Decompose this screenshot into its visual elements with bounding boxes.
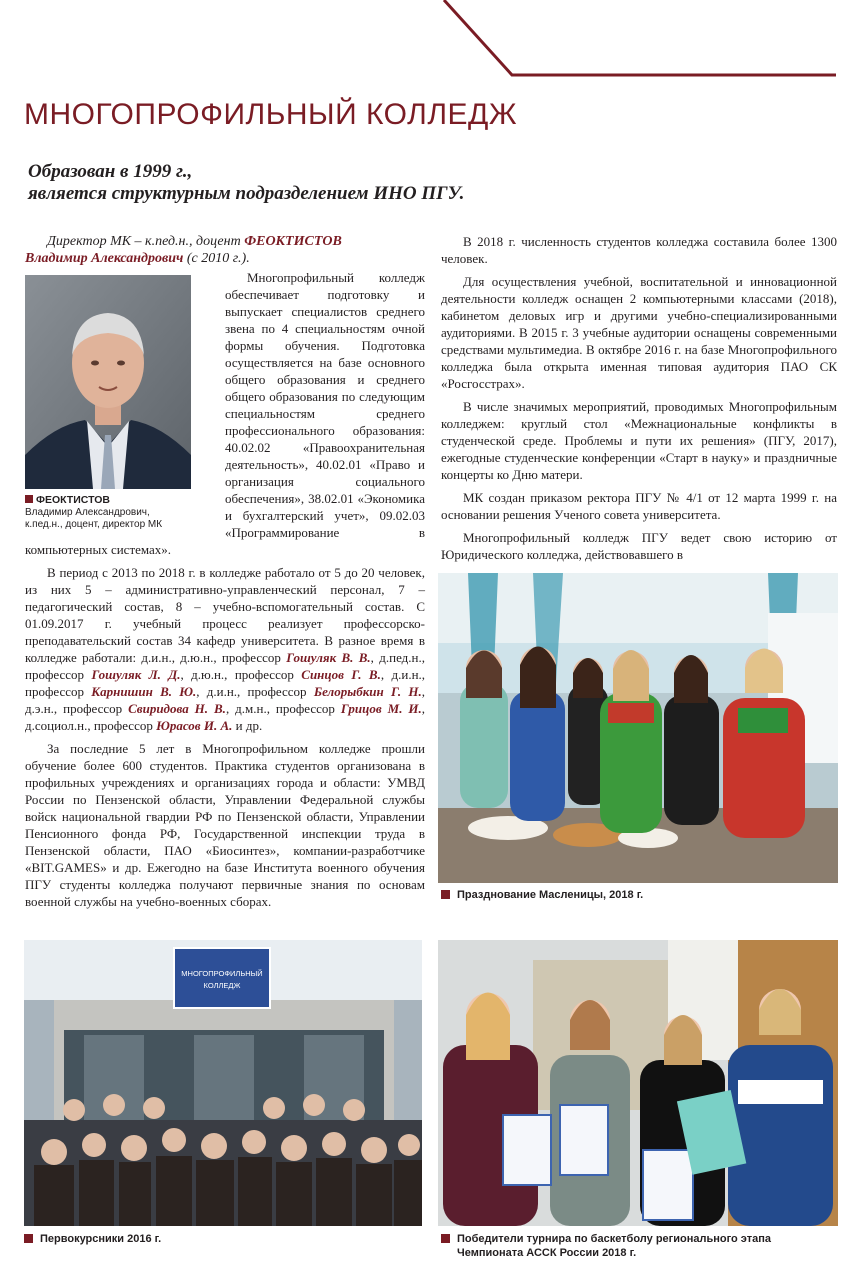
text-run: , д.пед.н., профессор — [25, 650, 425, 682]
caption-marker — [441, 890, 450, 899]
portrait-caption-title: к.пед.н., доцент, директор МК — [25, 519, 163, 530]
left-paragraph-2 — [25, 564, 425, 734]
freshmen-photo — [24, 940, 422, 1226]
right-paragraph-1: В 2018 г. численность студентов колледжа составила более 1300 человек. — [441, 234, 837, 266]
caption-text: Победители турнира по баскетболу регионального этапа — [457, 1233, 771, 1245]
staff-name: Свиридова Н. В. — [128, 701, 226, 716]
text-run: и др. — [232, 718, 263, 733]
portrait-block — [25, 275, 215, 531]
text-run: , д.м.н., профессор — [225, 701, 341, 716]
staff-name: Юрасов И. А. — [156, 718, 233, 733]
left-paragraph-3: За последние 5 лет в Многопрофильном колледже прошли обучение более 600 студентов. Практика студентов организована в профильных учреждениях и организациях города и области: УМВД России по Пензенской области, Управлении Федеральной службы войск национальной гвардии РФ по Пензенской области, Управлении Пенсионного фонда РФ, Государственной инспекции труда в Пензенской области, ПАО «Биосинтез», компании-разработчике «BIT.GAMES» и др. Ежегодно на базе Института военного обучения ПГУ студенты колледжа получают первичные знания по основам военной службы на учебно-военных сборах. — [25, 741, 425, 909]
caption-marker — [25, 495, 33, 503]
right-paragraph-5: Многопрофильный колледж ПГУ ведет свою историю от Юридического колледжа, действовавшего в — [441, 530, 837, 562]
right-paragraph-2: Для осуществления учебной, воспитательной и инновационной деятельности колледж оснащен 2 компьютерными классами (2018), кабинетом деловых игр и другими учебно-специализированными аудиториями. В 2015 г. 3 учебные аудитории оснащены современными средствами мультимедиа. В октябре 2016 г. на базе Многопрофильного колледжа была открыта именная типовая аудитория ПАО СК «Росгосстрах». — [441, 274, 837, 391]
basketball-caption — [441, 1232, 771, 1260]
maslenitsa-caption — [441, 888, 643, 902]
caption-marker — [24, 1234, 33, 1243]
page-title: МНОГОПРОФИЛЬНЫЙ КОЛЛЕДЖ — [24, 98, 518, 131]
portrait-caption-name: Владимир Александрович, — [25, 507, 150, 518]
text-run: , д.и.н., профессор — [25, 667, 426, 699]
text-run: , д.социол.н., профессор — [25, 701, 426, 733]
right-column — [441, 233, 837, 569]
director-portrait — [25, 275, 191, 489]
left-paragraph-1: Многопрофильный колледж обеспечивает подготовку и выпускает специалистов среднего звена по 4 специальностям очной формы обучения. Подготовка осуществляется на базе основного общего образования и среднего общего образования по следующим специальностям среднего профессионального образования: 40.02.02 «Правоохранительная деятельность», 40.02.01 «Право и организация социального обеспечения», 38.02.01 «Экономика и бухгалтерский учет», 09.02.03 «Программирование в компьютерных системах». — [25, 270, 425, 557]
text-run: , д.и.н., профессор — [196, 684, 314, 699]
staff-name: Карнишин В. Ю. — [91, 684, 197, 699]
subtitle — [28, 161, 464, 205]
right-paragraph-3: В числе значимых мероприятий, проводимых Многопрофильным колледжем: круглый стол «Межнациональные конфликты в студенческой среде. Проблемы и пути их решения» (ПГУ, 2017), ежегодные студенческие конференции «Старт в науку» и праздничные концерты ко Дню матери. — [441, 399, 837, 482]
basketball-photo — [438, 940, 838, 1226]
freshmen-caption — [24, 1232, 161, 1246]
staff-name: Синцов Г. В. — [301, 667, 381, 682]
right-paragraph-4: МК создан приказом ректора ПГУ № 4/1 от 12 марта 1999 г. на основании решения Ученого совета университета. — [441, 490, 837, 522]
staff-name: Грицов М. И. — [340, 701, 422, 716]
subtitle-line-1: Образован в 1999 г., — [28, 161, 193, 182]
header-decoration — [0, 0, 851, 90]
caption-text: Чемпионата АССК России 2018 г. — [457, 1247, 637, 1259]
sign-line-1: МНОГОПРОФИЛЬНЫЙ — [181, 969, 263, 978]
director-line — [25, 233, 425, 267]
staff-name: Гошуляк В. В. — [286, 650, 371, 665]
director-intro: Директор МК – к.пед.н., доцент — [47, 234, 245, 249]
staff-name: Гошуляк Л. Д. — [91, 667, 181, 682]
portrait-caption-surname: ФЕОКТИСТОВ — [36, 494, 110, 506]
staff-name: Белорыбкин Г. Н. — [313, 684, 422, 699]
subtitle-line-2: является структурным подразделением ИНО ПГУ. — [28, 183, 465, 204]
caption-text: Празднование Масленицы, 2018 г. — [457, 889, 644, 901]
text-run: , д.ю.н., профессор — [180, 667, 302, 682]
sign-line-2: КОЛЛЕДЖ — [203, 981, 241, 990]
caption-text: Первокурсники 2016 г. — [40, 1233, 162, 1245]
maslenitsa-photo — [438, 573, 838, 883]
director-since: (с 2010 г.). — [183, 251, 250, 266]
director-name: Владимир Александрович — [25, 251, 184, 266]
text-run: В период с 2013 по 2018 г. в колледже работало от 5 до 20 человек, из них 5 – административно-управленческий персонал, 7 – педагогический состав, 8 – учебно-вспомогательный состав. С 01.09.2017 г. учебный процесс реализует профессорско-преподавательский состав 34 кафедр университета. В разное время в колледже работали: д.и.н., д.ю.н., профессор — [25, 565, 425, 665]
text-run: , д.э.н., профессор — [25, 684, 426, 716]
director-surname: ФЕОКТИСТОВ — [244, 234, 342, 249]
left-column — [25, 233, 425, 916]
caption-marker — [441, 1234, 450, 1243]
portrait-caption — [25, 494, 215, 531]
